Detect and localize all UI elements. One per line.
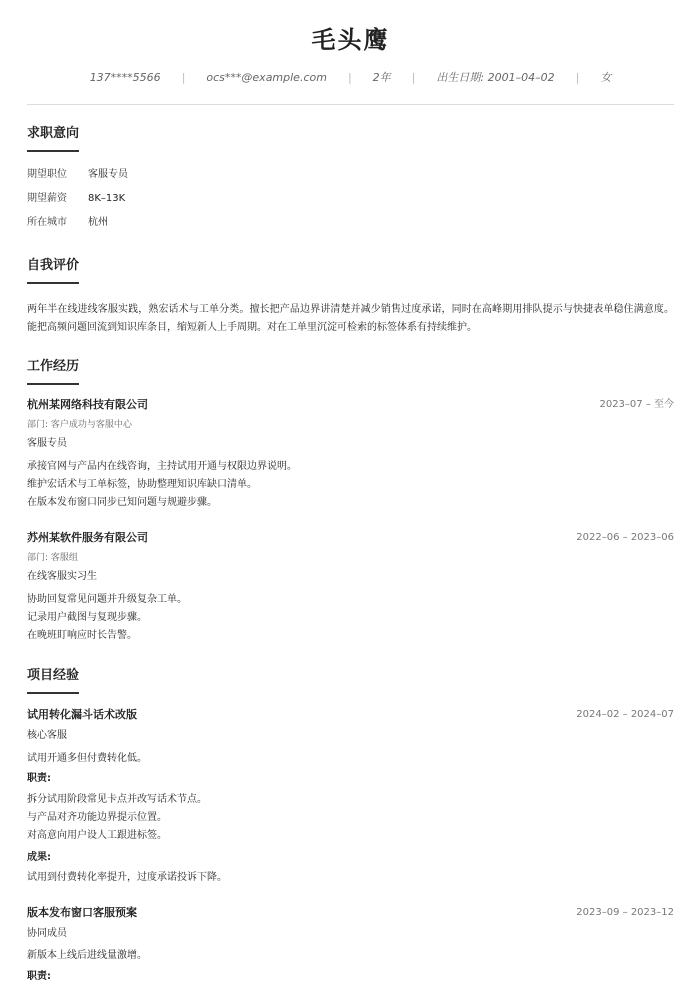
birth-date: 出生日期: 2001–04–02 (436, 71, 555, 84)
work-entry-header (27, 397, 674, 413)
intent-label: 期望薪资 (27, 193, 67, 204)
company-name: 杭州某网络科技有限公司 (27, 398, 148, 411)
work-bullet: 在版本发布窗口同步已知问题与规避步骤。 (27, 497, 217, 508)
intent-row-salary (27, 192, 125, 206)
project-entry-header (27, 707, 674, 723)
result-bullet: 试用到付费转化率提升，过度承诺投诉下降。 (27, 872, 227, 883)
section-underline (27, 692, 79, 694)
job-role: 在线客服实习生 (27, 571, 97, 582)
project-background: 试用开通多但付费转化低。 (27, 753, 147, 764)
project-background: 新版本上线后进线量激增。 (27, 950, 147, 961)
intent-value: 8K–13K (88, 193, 126, 204)
contact-separator: | (411, 71, 416, 84)
work-date-range: 2023–07 – 至今 (599, 399, 674, 410)
section-job-intent (27, 124, 674, 152)
company-name: 苏州某软件服务有限公司 (27, 531, 148, 544)
project-date-range: 2024–02 – 2024–07 (576, 709, 674, 720)
self-evaluation-text: 两年半在线进线客服实践，熟宏话术与工单分类。擅长把产品边界讲清楚并减少销售过度承诺，同时在高峰期用排队提示与快捷表单稳住满意度。能把高频问题回流到知识库条目，缩短新人上手周期。对在工单里沉淀可检索的标签体系有持续维护。 (27, 304, 674, 333)
department: 部门: 客户成功与客服中心 (27, 420, 132, 430)
phone: 137****5566 (89, 71, 161, 84)
intent-row-city (27, 216, 108, 230)
resume-header (27, 22, 674, 86)
contact-separator: | (181, 71, 186, 84)
department: 部门: 客服组 (27, 553, 78, 563)
section-title: 求职意向 (27, 126, 80, 141)
email: ocs***@example.com (206, 71, 327, 84)
intent-value: 客服专员 (88, 169, 128, 180)
project-name: 版本发布窗口客服预案 (27, 906, 137, 919)
section-work-experience (27, 357, 674, 385)
contact-separator: | (347, 71, 352, 84)
intent-label: 所在城市 (27, 217, 67, 228)
gender: 女 (600, 71, 612, 84)
work-entry-header (27, 530, 674, 546)
section-title: 工作经历 (27, 359, 80, 374)
work-date-range: 2022–06 – 2023–06 (576, 532, 674, 543)
contact-separator: | (575, 71, 580, 84)
intent-row-position (27, 168, 128, 182)
experience-years: 2年 (372, 71, 391, 84)
duties-label: 职责: (27, 971, 51, 982)
results-label: 成果: (27, 852, 51, 863)
work-bullet: 协助回复常见问题并升级复杂工单。 (27, 594, 187, 605)
job-role: 客服专员 (27, 438, 67, 449)
duty-bullet: 拆分试用阶段常见卡点并改写话术节点。 (27, 794, 207, 805)
project-name: 试用转化漏斗话术改版 (27, 708, 137, 721)
duties-label: 职责: (27, 773, 51, 784)
project-role: 核心客服 (27, 730, 67, 741)
header-divider (27, 104, 674, 105)
project-role: 协同成员 (27, 928, 67, 939)
resume-page (27, 0, 674, 990)
project-date-range: 2023–09 – 2023–12 (576, 907, 674, 918)
work-bullet: 记录用户截图与复现步骤。 (27, 612, 147, 623)
candidate-name: 毛头鹰 (311, 26, 390, 54)
intent-value: 杭州 (88, 217, 108, 228)
contact-line (27, 70, 674, 86)
work-bullet: 在晚班盯响应时长告警。 (27, 630, 137, 641)
section-underline (27, 150, 79, 152)
section-title: 自我评价 (27, 258, 80, 273)
intent-label: 期望职位 (27, 169, 67, 180)
duty-bullet: 与产品对齐功能边界提示位置。 (27, 812, 167, 823)
project-entry-header (27, 905, 674, 921)
section-title: 项目经验 (27, 668, 80, 683)
section-self-evaluation (27, 256, 674, 284)
work-bullet: 承接官网与产品内在线咨询，主持试用开通与权限边界说明。 (27, 461, 297, 472)
section-underline (27, 282, 79, 284)
section-project-experience (27, 666, 674, 694)
section-underline (27, 383, 79, 385)
work-bullet: 维护宏话术与工单标签，协助整理知识库缺口清单。 (27, 479, 257, 490)
duty-bullet: 对高意向用户设人工跟进标签。 (27, 830, 167, 841)
